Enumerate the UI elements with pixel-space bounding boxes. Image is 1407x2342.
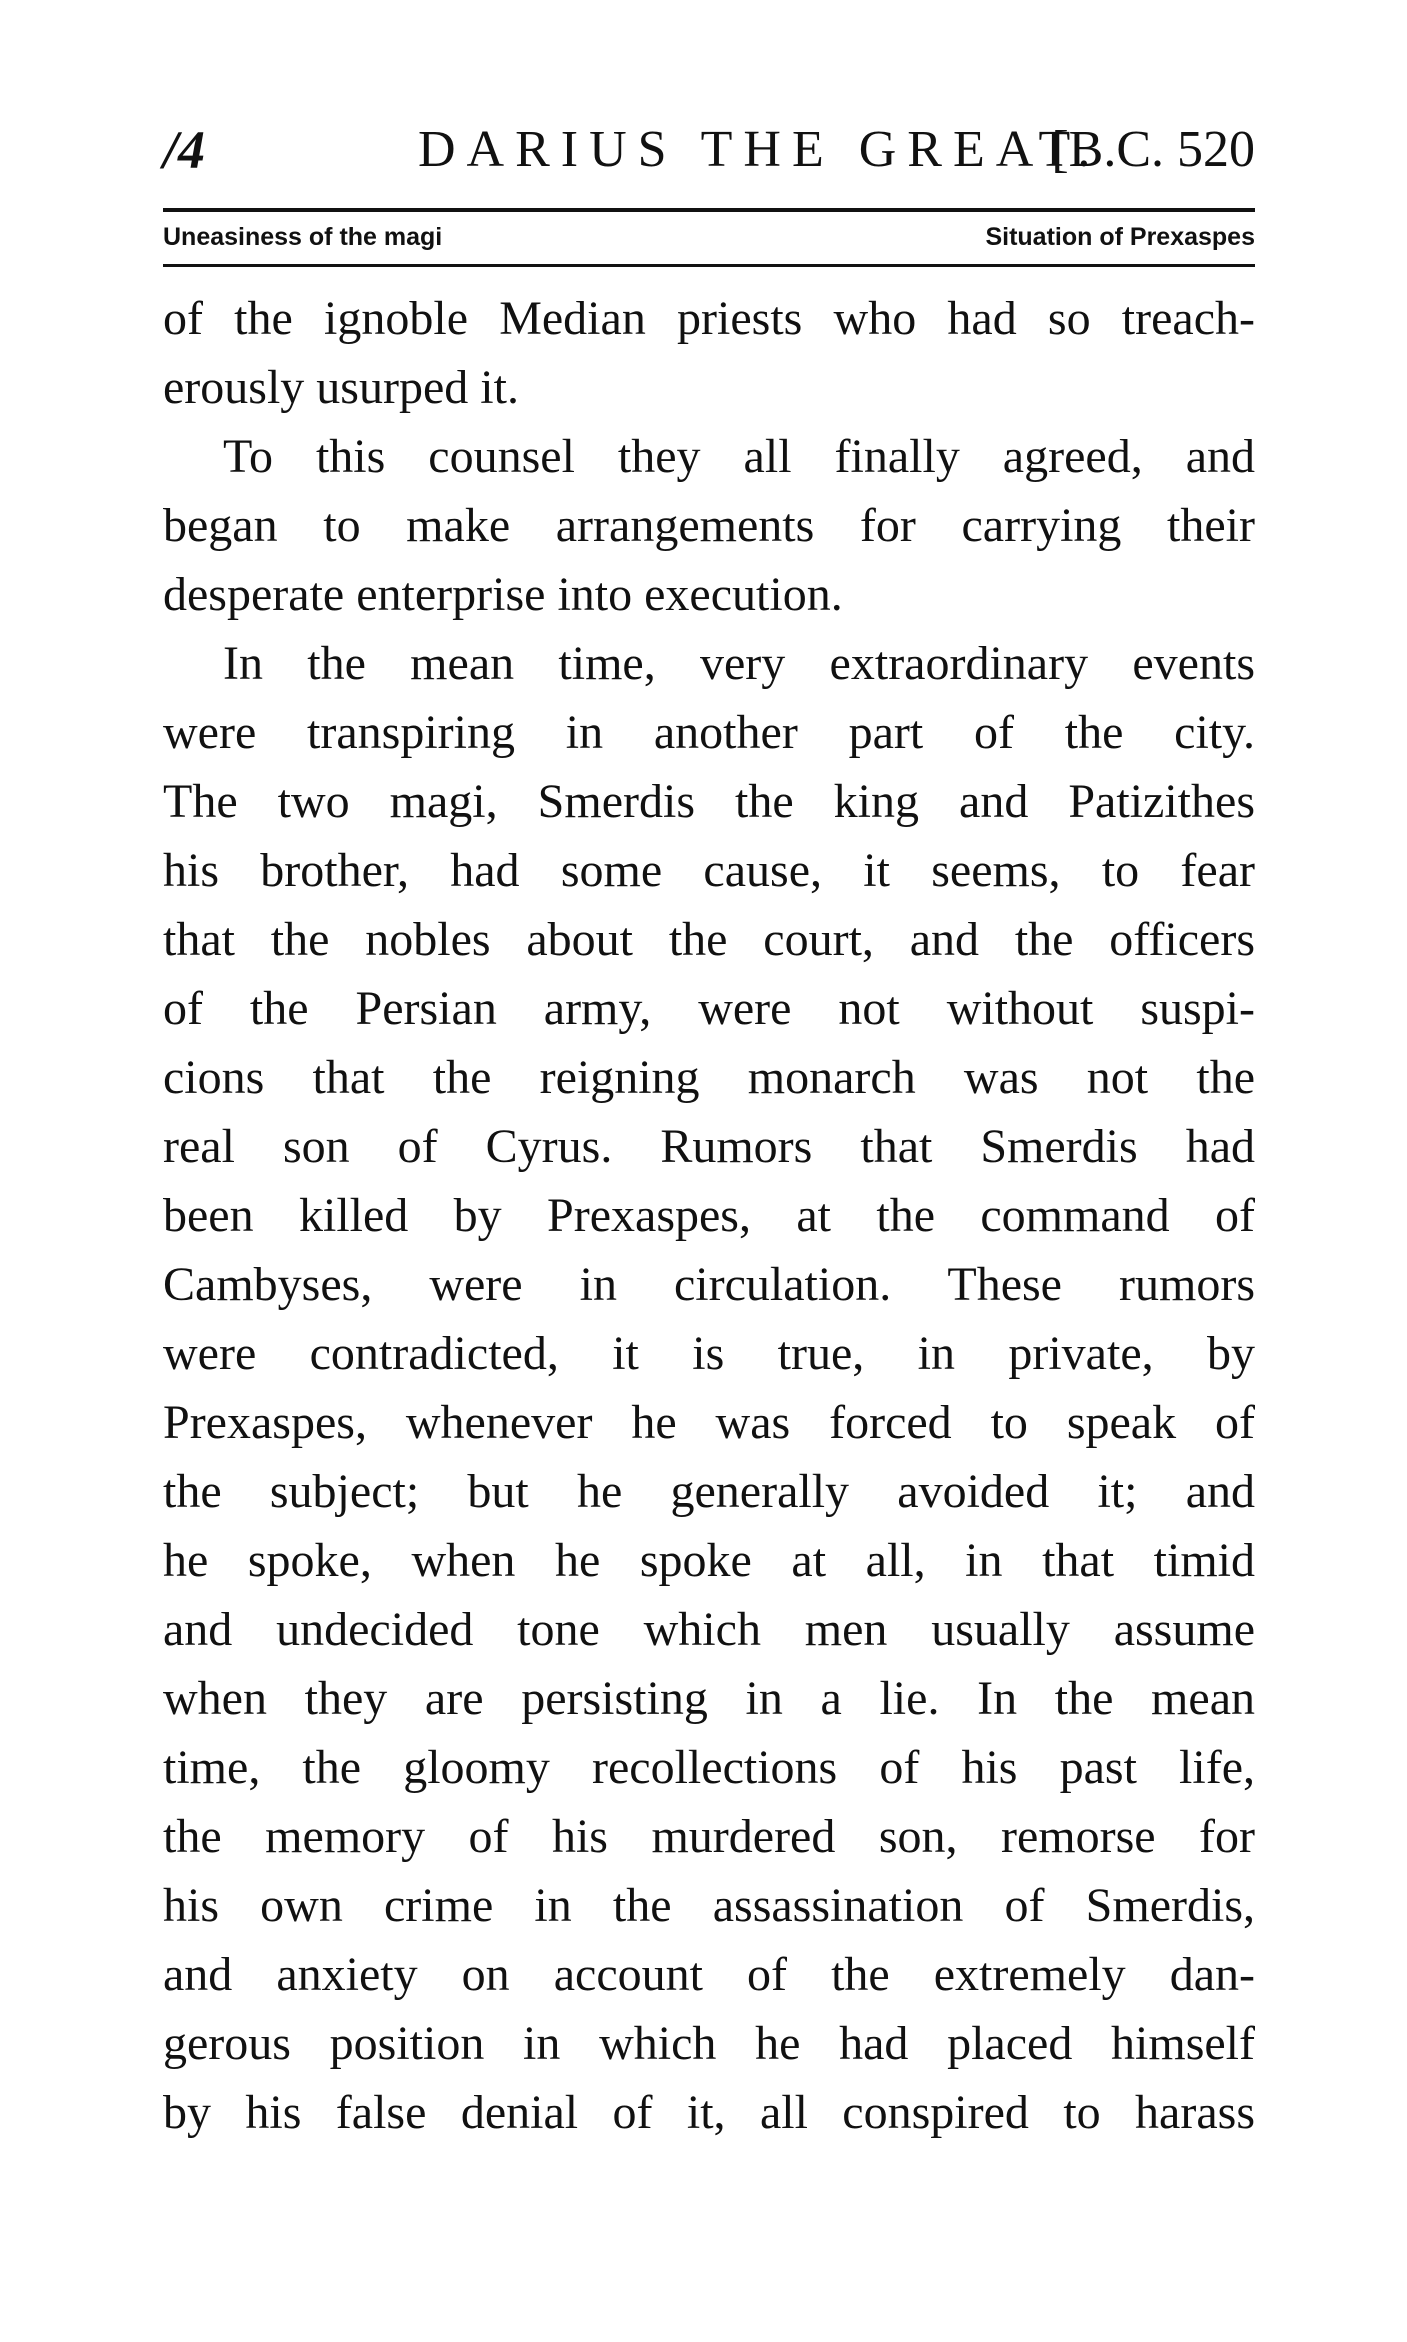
text-line: by his false denial of it, all conspired to harass (163, 2086, 1255, 2139)
text-line: Prexaspes, whenever he was forced to speak of (163, 1396, 1255, 1449)
text-line: time, the gloomy recollections of his past life, (163, 1741, 1255, 1794)
text-line: his brother, had some cause, it seems, to fear (163, 844, 1255, 897)
text-line: To this counsel they all finally agreed, and (223, 430, 1255, 483)
text-line: cions that the reigning monarch was not the (163, 1051, 1255, 1104)
text-line: erously usurped it. (163, 361, 519, 414)
text-line: were transpiring in another part of the city. (163, 706, 1255, 759)
text-line: desperate enterprise into execution. (163, 568, 843, 621)
side-note-right: Situation of Prexaspes (985, 223, 1255, 251)
text-line: the subject; but he generally avoided it; and (163, 1465, 1255, 1518)
text-line: In the mean time, very extraordinary events (223, 637, 1255, 690)
side-note-left: Uneasiness of the magi (163, 223, 443, 251)
text-line: gerous position in which he had placed himself (163, 2017, 1255, 2070)
text-line: began to make arrangements for carrying their (163, 499, 1255, 552)
text-line: real son of Cyrus. Rumors that Smerdis had (163, 1120, 1255, 1173)
page-number: /4 (163, 120, 206, 180)
text-line: and anxiety on account of the extremely dan- (163, 1948, 1255, 2001)
text-line: when they are persisting in a lie. In the mean (163, 1672, 1255, 1725)
text-line: of the ignoble Median priests who had so treach- (163, 292, 1255, 345)
text-line: Cambyses, were in circulation. These rumors (163, 1258, 1255, 1311)
text-line: The two magi, Smerdis the king and Patizithes (163, 775, 1255, 828)
text-line: and undecided tone which men usually assume (163, 1603, 1255, 1656)
text-line: been killed by Prexaspes, at the command of (163, 1189, 1255, 1242)
text-line: were contradicted, it is true, in private, by (163, 1327, 1255, 1380)
text-line: his own crime in the assassination of Smerdis, (163, 1879, 1255, 1932)
side-note-rule (163, 264, 1255, 267)
text-line: that the nobles about the court, and the officers (163, 913, 1255, 966)
text-line: he spoke, when he spoke at all, in that timid (163, 1534, 1255, 1587)
body-text (163, 284, 1255, 2147)
date-label: [B.C. 520 (1051, 121, 1255, 178)
header-rule (163, 208, 1255, 212)
running-head (163, 112, 1255, 194)
text-line: the memory of his murdered son, remorse for (163, 1810, 1255, 1863)
book-title: DARIUS THE GREAT. (418, 121, 1102, 178)
text-line: of the Persian army, were not without suspi- (163, 982, 1255, 1035)
